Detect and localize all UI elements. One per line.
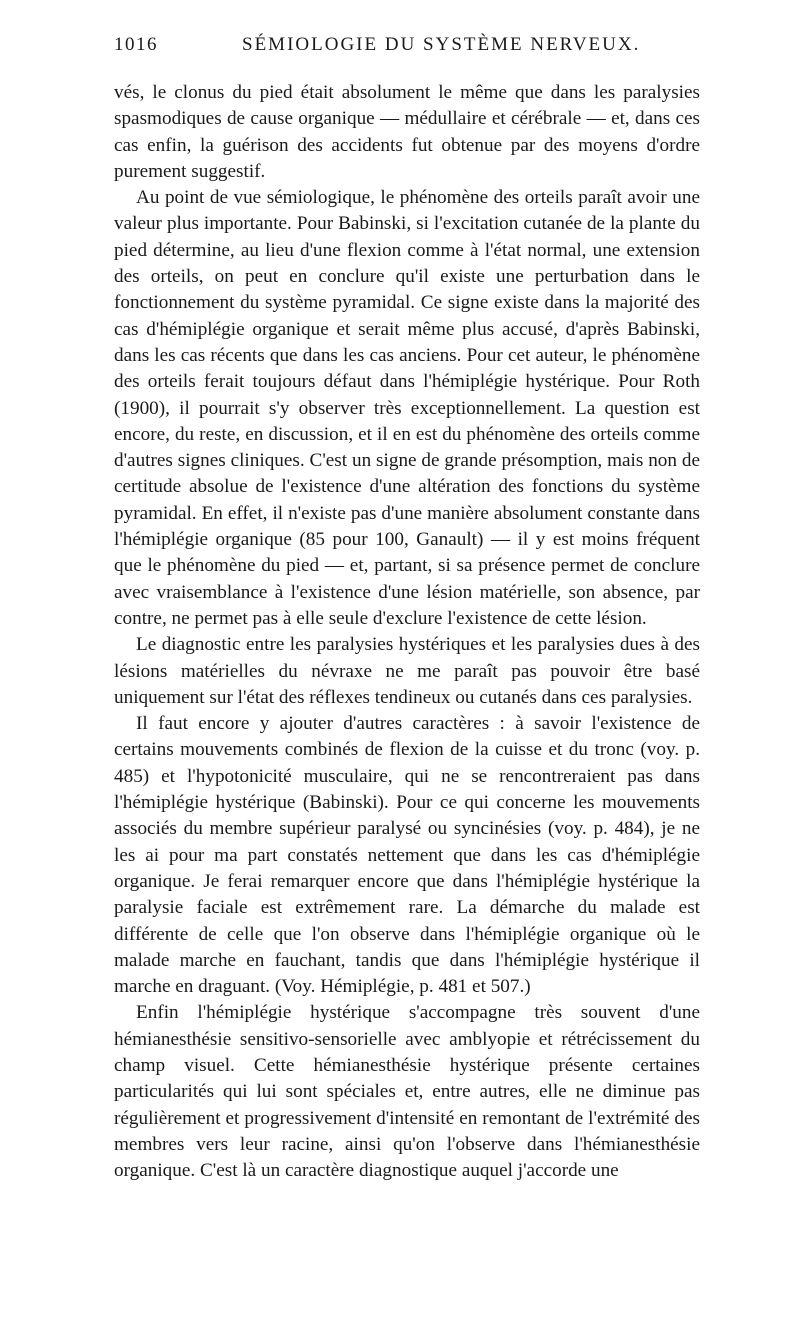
paragraph: Il faut encore y ajouter d'autres caractères : à savoir l'existence de certains mouvements combinés de flexion de la cuisse et du tronc (voy. p. 485) et l'hypotonicité musculaire, qui ne se rencontreraient pas dans l'hémiplégie hystérique (Babinski). Pour ce qui concerne les mouvements associés du membre supérieur paralysé ou syncinésies (voy. p. 484), je ne les ai pour ma part constatés nettement que dans les cas d'hémiplégie organique. Je ferai remarquer encore que dans l'hémiplégie hystérique la paralysie faciale est extrêmement rare. La démarche du malade est différente de celle que l'on observe dans l'hémiplégie organique où le malade marche en fauchant, tandis que dans l'hémiplégie hystérique il marche en draguant. (Voy. Hémiplégie, p. 481 et 507.) (114, 713, 700, 998)
paragraph: vés, le clonus du pied était absolument le même que dans les paralysies spasmodiques de cause organique — médullaire et cérébrale — et, dans ces cas enfin, la guérison des accidents fut obtenue par des moyens d'ordre purement suggestif. (114, 82, 700, 182)
paragraph: Au point de vue sémiologique, le phénomène des orteils paraît avoir une valeur plus importante. Pour Babinski, si l'excitation cutanée de la plante du pied détermine, au lieu d'une flexion comme à l'état normal, une extension des orteils, on peut en conclure qu'il existe une perturbation dans le fonctionnement du système pyramidal. Ce signe existe dans la majorité des cas d'hémiplégie organique et serait même plus accusé, d'après Babinski, dans les cas récents que dans les cas anciens. Pour cet auteur, le phénomène des orteils ferait toujours défaut dans l'hémiplégie hystérique. Pour Roth (1900), il pourrait s'y observer très exceptionnellement. La question est encore, du reste, en discussion, et il en est du phénomène des orteils comme d'autres signes cliniques. C'est un signe de grande présomption, mais non de certitude absolue de l'existence d'une altération des fonctions du système pyramidal. En effet, il n'existe pas d'une manière absolument constante dans l'hémiplégie organique (85 pour 100, Ganault) — il y est moins fréquent que le phénomène du pied — et, partant, si sa présence permet de conclure avec vraisemblance à l'existence d'une lésion matérielle, son absence, par contre, ne permet pas à elle seule d'exclure l'existence de cette lésion. (114, 187, 700, 629)
running-title: SÉMIOLOGIE DU SYSTÈME NERVEUX. (242, 34, 641, 55)
paragraph: Enfin l'hémiplégie hystérique s'accompagne très souvent d'une hémianesthésie sensitivo-sensorielle avec amblyopie et rétrécissement du champ visuel. Cette hémianesthésie hystérique présente certaines particularités qui lui sont spéciales et, entre autres, elle ne diminue pas régulièrement et progressivement d'intensité en remontant de l'extrémité des membres vers leur racine, ainsi qu'on l'observe dans l'hémianesthésie organique. C'est là un caractère diagnostique auquel j'accorde une (114, 1002, 700, 1182)
paragraph: Le diagnostic entre les paralysies hystériques et les paralysies dues à des lésions matérielles du névraxe ne me paraît pas pouvoir être basé uniquement sur l'état des réflexes tendineux ou cutanés dans ces paralysies. (114, 634, 700, 708)
body-text (114, 80, 700, 1184)
book-page (114, 18, 700, 1184)
page-number: 1016 (114, 34, 158, 55)
running-head (114, 18, 700, 58)
